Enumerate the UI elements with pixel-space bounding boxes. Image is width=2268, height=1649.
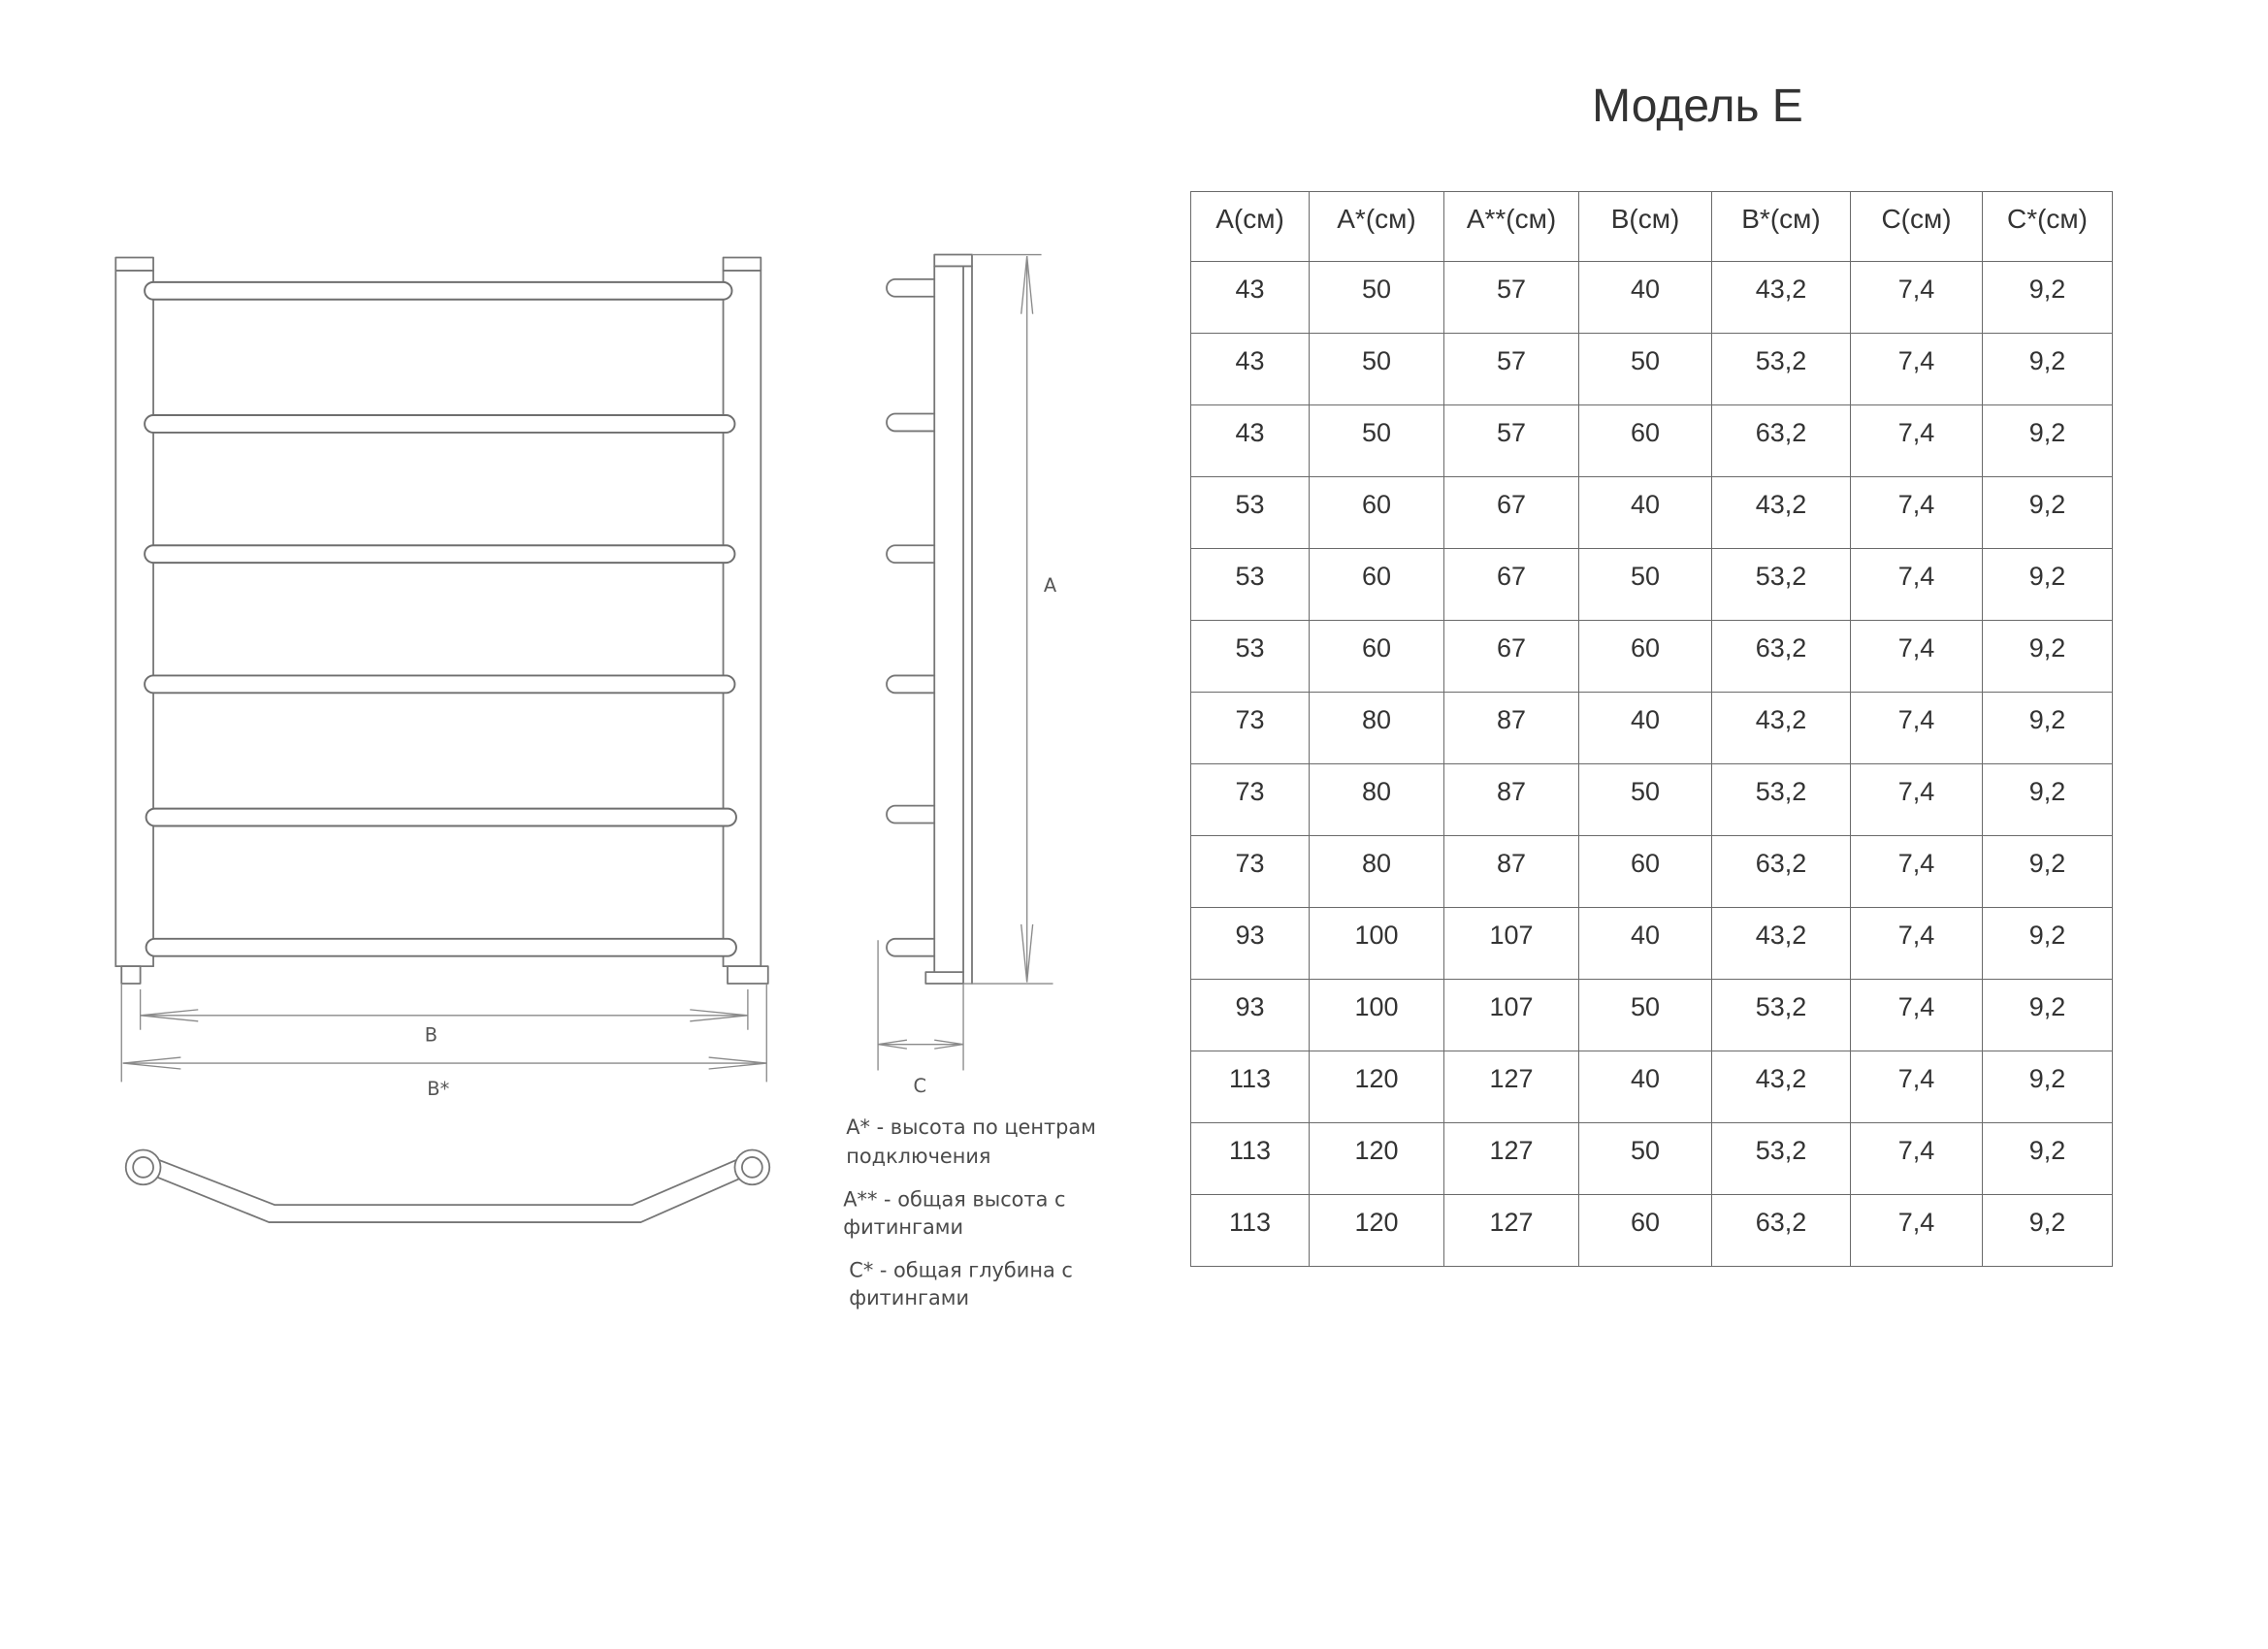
table-cell: 9,2 xyxy=(1983,262,2113,334)
right-post xyxy=(724,258,768,985)
table-cell: 7,4 xyxy=(1851,621,1983,693)
table-row xyxy=(1191,334,2113,405)
side-stubs xyxy=(887,279,934,956)
table-header-cell: C(см) xyxy=(1851,192,1983,262)
table-row xyxy=(1191,262,2113,334)
table-cell: 9,2 xyxy=(1983,1123,2113,1195)
table-row xyxy=(1191,693,2113,764)
table-cell: 7,4 xyxy=(1851,549,1983,621)
table-cell: 7,4 xyxy=(1851,1051,1983,1123)
table-cell: 80 xyxy=(1310,693,1444,764)
table-cell: 60 xyxy=(1579,621,1712,693)
dimension-b-star-line xyxy=(123,1057,767,1069)
table-cell: 50 xyxy=(1579,549,1712,621)
table-cell: 7,4 xyxy=(1851,1123,1983,1195)
table-cell: 57 xyxy=(1444,334,1579,405)
table-cell: 9,2 xyxy=(1983,477,2113,549)
table-cell: 60 xyxy=(1310,477,1444,549)
table-cell: 93 xyxy=(1191,980,1310,1051)
table-cell: 53 xyxy=(1191,477,1310,549)
table-cell: 63,2 xyxy=(1712,621,1851,693)
table-cell: 40 xyxy=(1579,908,1712,980)
table-cell: 113 xyxy=(1191,1123,1310,1195)
table-row xyxy=(1191,1123,2113,1195)
table-cell: 43,2 xyxy=(1712,693,1851,764)
table-cell: 107 xyxy=(1444,980,1579,1051)
table-cell: 7,4 xyxy=(1851,764,1983,836)
table-cell: 87 xyxy=(1444,836,1579,908)
table-cell: 63,2 xyxy=(1712,1195,1851,1267)
table-cell: 50 xyxy=(1310,334,1444,405)
table-cell: 7,4 xyxy=(1851,908,1983,980)
table-cell: 7,4 xyxy=(1851,836,1983,908)
width-extension-lines xyxy=(121,984,766,1082)
right-fitting xyxy=(734,1149,769,1184)
table-cell: 53,2 xyxy=(1712,980,1851,1051)
table-cell: 60 xyxy=(1579,836,1712,908)
table-header-cell: B*(см) xyxy=(1712,192,1851,262)
table-cell: 80 xyxy=(1310,764,1444,836)
table-cell: 127 xyxy=(1444,1195,1579,1267)
table-cell: 53,2 xyxy=(1712,1123,1851,1195)
table-row xyxy=(1191,1195,2113,1267)
table-cell: 43 xyxy=(1191,262,1310,334)
stub xyxy=(887,414,934,432)
table-row xyxy=(1191,477,2113,549)
table-cell: 43,2 xyxy=(1712,477,1851,549)
table-cell: 7,4 xyxy=(1851,405,1983,477)
table-cell: 73 xyxy=(1191,693,1310,764)
table-cell: 7,4 xyxy=(1851,1195,1983,1267)
table-cell: 40 xyxy=(1579,262,1712,334)
table-cell: 43,2 xyxy=(1712,262,1851,334)
table-cell: 9,2 xyxy=(1983,334,2113,405)
table-cell: 43 xyxy=(1191,405,1310,477)
table-header-cell: A**(см) xyxy=(1444,192,1579,262)
table-cell: 93 xyxy=(1191,908,1310,980)
table-cell: 53,2 xyxy=(1712,764,1851,836)
dimension-a-label: A xyxy=(1043,573,1057,597)
table-body xyxy=(1191,262,2113,1267)
table-cell: 50 xyxy=(1579,1123,1712,1195)
table-cell: 87 xyxy=(1444,764,1579,836)
table-cell: 9,2 xyxy=(1983,836,2113,908)
page-title: Модель Е xyxy=(1592,81,1803,132)
table-head xyxy=(1191,192,2113,262)
table-cell: 50 xyxy=(1310,262,1444,334)
note-a-star-line-2: подключения xyxy=(846,1144,991,1168)
table-cell: 63,2 xyxy=(1712,405,1851,477)
table-cell: 120 xyxy=(1310,1195,1444,1267)
note-a-double-star-line-2: фитингами xyxy=(843,1214,964,1239)
table-cell: 113 xyxy=(1191,1195,1310,1267)
table-cell: 67 xyxy=(1444,621,1579,693)
table-row xyxy=(1191,549,2113,621)
table-cell: 127 xyxy=(1444,1123,1579,1195)
table-cell: 100 xyxy=(1310,980,1444,1051)
table-cell: 9,2 xyxy=(1983,405,2113,477)
note-a-double-star-line-1: A** - общая высота с xyxy=(843,1187,1066,1212)
stub xyxy=(887,939,934,956)
legend-notes xyxy=(843,1116,1096,1310)
table-cell: 40 xyxy=(1579,477,1712,549)
note-c-star-line-2: фитингами xyxy=(849,1286,970,1310)
note-a-star-line-1: A* - высота по центрам xyxy=(846,1116,1096,1140)
table-row xyxy=(1191,980,2113,1051)
table-cell: 7,4 xyxy=(1851,334,1983,405)
rung xyxy=(146,939,736,956)
stub xyxy=(887,806,934,824)
table-cell: 57 xyxy=(1444,405,1579,477)
table-cell: 73 xyxy=(1191,836,1310,908)
table-cell: 9,2 xyxy=(1983,764,2113,836)
table-cell: 87 xyxy=(1444,693,1579,764)
table-cell: 63,2 xyxy=(1712,836,1851,908)
dimension-b-line xyxy=(141,1010,748,1021)
left-post xyxy=(115,258,153,985)
table-row xyxy=(1191,836,2113,908)
table-cell: 9,2 xyxy=(1983,549,2113,621)
height-extension-lines xyxy=(963,255,1053,985)
table-cell: 67 xyxy=(1444,477,1579,549)
side-post xyxy=(925,255,972,985)
table-row xyxy=(1191,908,2113,980)
rung xyxy=(145,415,734,433)
table-cell: 50 xyxy=(1579,980,1712,1051)
table-cell: 53,2 xyxy=(1712,334,1851,405)
rung xyxy=(145,545,734,563)
table-cell: 57 xyxy=(1444,262,1579,334)
dimension-b-label: B xyxy=(424,1023,437,1047)
rung xyxy=(146,809,736,826)
table-cell: 100 xyxy=(1310,908,1444,980)
rungs xyxy=(145,282,736,956)
table-cell: 50 xyxy=(1310,405,1444,477)
table-cell: 9,2 xyxy=(1983,621,2113,693)
table-cell: 113 xyxy=(1191,1051,1310,1123)
table-cell: 7,4 xyxy=(1851,477,1983,549)
dimension-b-star-label: B* xyxy=(427,1077,450,1100)
table-cell: 50 xyxy=(1579,764,1712,836)
stub xyxy=(887,675,934,693)
table-cell: 9,2 xyxy=(1983,693,2113,764)
table-header-cell: A*(см) xyxy=(1310,192,1444,262)
table-cell: 107 xyxy=(1444,908,1579,980)
depth-extension-lines xyxy=(878,940,963,1070)
table-row xyxy=(1191,1051,2113,1123)
table-cell: 7,4 xyxy=(1851,262,1983,334)
table-header-cell: A(см) xyxy=(1191,192,1310,262)
table-row xyxy=(1191,405,2113,477)
rung xyxy=(145,675,734,693)
table-cell: 60 xyxy=(1310,549,1444,621)
table-header-cell: C*(см) xyxy=(1983,192,2113,262)
dimension-a-line xyxy=(1021,256,1033,983)
table-cell: 60 xyxy=(1310,621,1444,693)
dimension-c-label: C xyxy=(913,1074,927,1097)
top-view xyxy=(126,1149,770,1222)
table-cell: 120 xyxy=(1310,1051,1444,1123)
table-cell: 7,4 xyxy=(1851,693,1983,764)
table-cell: 73 xyxy=(1191,764,1310,836)
table-cell: 9,2 xyxy=(1983,1051,2113,1123)
stub xyxy=(887,279,934,297)
table-cell: 43 xyxy=(1191,334,1310,405)
table-cell: 60 xyxy=(1579,1195,1712,1267)
stub xyxy=(887,545,934,563)
table-header-cell: B(см) xyxy=(1579,192,1712,262)
spec-table xyxy=(1190,191,2113,1267)
table-cell: 127 xyxy=(1444,1051,1579,1123)
front-view xyxy=(115,258,767,1100)
dimension-c-line xyxy=(878,1040,963,1049)
table-cell: 53 xyxy=(1191,621,1310,693)
left-fitting xyxy=(126,1149,161,1184)
bent-bar xyxy=(159,1160,736,1205)
table-cell: 50 xyxy=(1579,334,1712,405)
side-view xyxy=(878,255,1057,1097)
table-cell: 67 xyxy=(1444,549,1579,621)
table-row xyxy=(1191,764,2113,836)
table-cell: 9,2 xyxy=(1983,908,2113,980)
table-cell: 60 xyxy=(1579,405,1712,477)
table-cell: 80 xyxy=(1310,836,1444,908)
table-row xyxy=(1191,621,2113,693)
table-cell: 53,2 xyxy=(1712,549,1851,621)
table-cell: 7,4 xyxy=(1851,980,1983,1051)
table-cell: 120 xyxy=(1310,1123,1444,1195)
note-c-star-line-1: C* - общая глубина с xyxy=(849,1258,1073,1282)
table-cell: 40 xyxy=(1579,1051,1712,1123)
table-cell: 9,2 xyxy=(1983,1195,2113,1267)
table-cell: 40 xyxy=(1579,693,1712,764)
table-cell: 43,2 xyxy=(1712,1051,1851,1123)
table-cell: 43,2 xyxy=(1712,908,1851,980)
table-header-row xyxy=(1191,192,2113,262)
table-cell: 9,2 xyxy=(1983,980,2113,1051)
table-cell: 53 xyxy=(1191,549,1310,621)
rung xyxy=(145,282,731,300)
